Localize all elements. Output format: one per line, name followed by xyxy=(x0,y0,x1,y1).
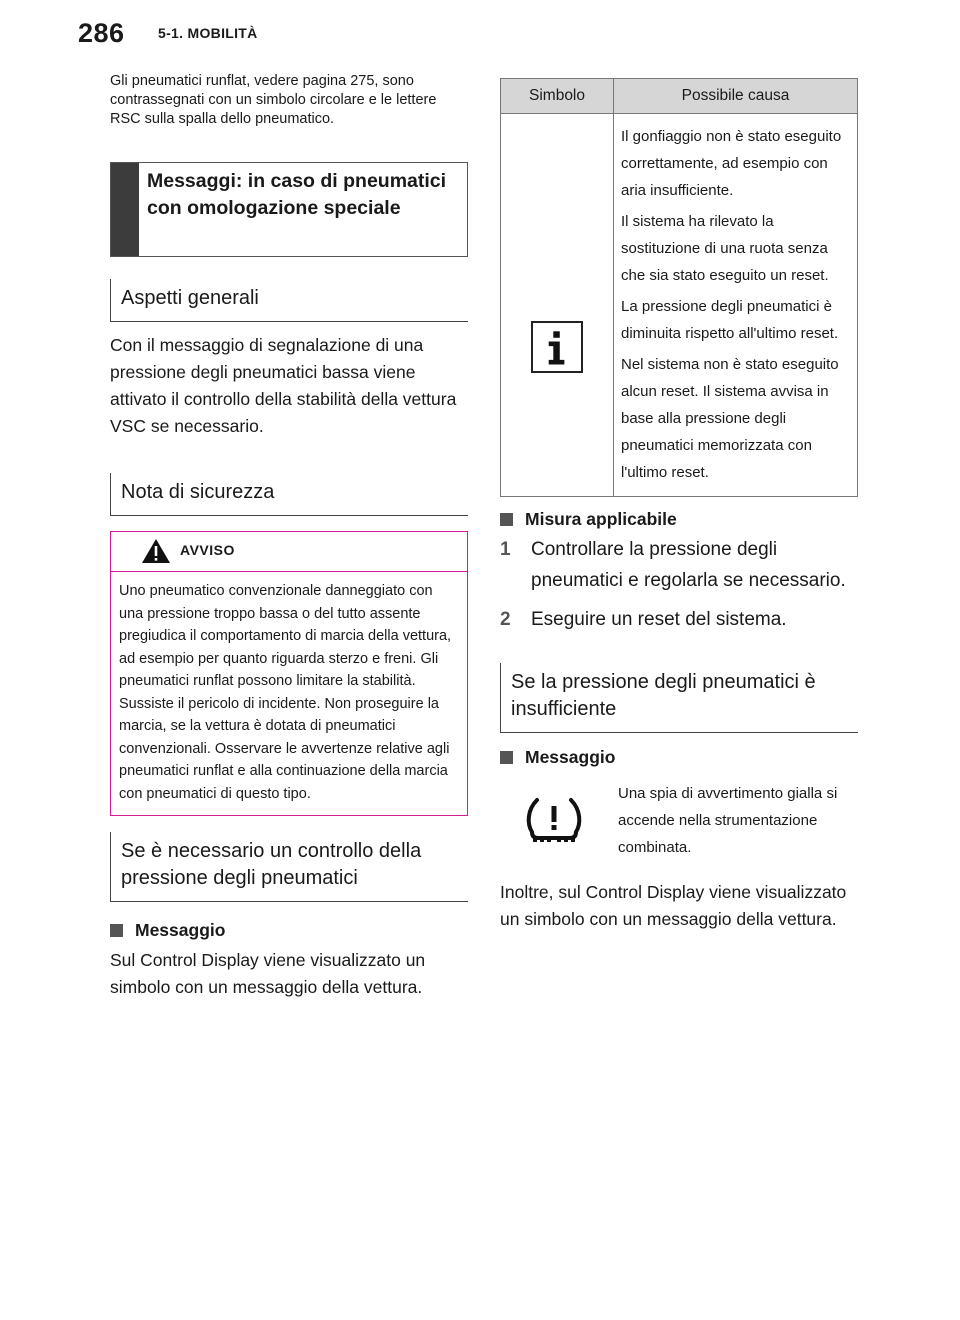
measure-heading xyxy=(500,509,858,530)
warning-header xyxy=(111,532,467,572)
measure-heading-label: Misura applicabile xyxy=(525,509,677,529)
bullet-square-icon xyxy=(500,513,513,526)
step-text: Eseguire un reset del sistema. xyxy=(531,609,787,630)
cause-item: La pressione degli pneumatici è diminuita rispetto all'ultimo reset. xyxy=(621,298,839,342)
chapter-bar xyxy=(111,163,139,256)
message-heading xyxy=(110,920,468,941)
tire-pressure-warning-icon xyxy=(524,794,584,844)
step-text: Controllare la pressione degli pneumatici e regolarla se necessario. xyxy=(531,539,846,591)
cause-item: Il gonfiaggio non è stato eseguito correttamente, ad esempio con aria insufficiente. xyxy=(621,128,842,199)
closing-text: Inoltre, sul Control Display viene visualizzato un simbolo con un messaggio della vettura. xyxy=(500,882,847,929)
table-row xyxy=(501,114,858,497)
bullet-square-icon xyxy=(500,751,513,764)
cause-cell xyxy=(614,114,858,497)
col-cause-header: Possibile causa xyxy=(614,79,858,114)
left-column xyxy=(110,72,468,1001)
step-number: 2 xyxy=(500,609,511,630)
symbol-cell xyxy=(501,114,614,497)
check-heading: Se è necessario un controllo della pressione degli pneumatici xyxy=(110,832,468,902)
page-header xyxy=(0,18,960,58)
message-heading-label: Messaggio xyxy=(525,747,616,767)
warning-triangle-icon xyxy=(141,538,171,564)
message-heading-label: Messaggio xyxy=(135,920,226,940)
warning-label: AVVISO xyxy=(180,542,235,558)
step-item xyxy=(500,604,858,635)
chapter-title: Messaggi: in caso di pneumatici con omologazione speciale xyxy=(147,170,447,219)
chapter-heading-box xyxy=(110,162,468,257)
right-column xyxy=(500,78,858,933)
general-text: Con il messaggio di segnalazione di una pressione degli pneumatici bassa viene attivato il controllo della stabilità della vettura VSC se necessario. xyxy=(110,335,457,436)
step-item xyxy=(500,534,858,596)
bullet-square-icon xyxy=(110,924,123,937)
symbol-table xyxy=(500,78,858,497)
warning-text: Uno pneumatico convenzionale danneggiato con una pressione troppo bassa o del tutto assente pregiudica il comportamento di marcia della vettura, ad esempio per quanto riguarda sterzo e freni. Gli pneumatici runflat possono limitare la stabilità. Sussiste il pericolo di incidente. Non proseguire la marcia, se la vettura è dotata di pneumatici convenzionali. Osservare le avvertenze relative agli pneumatici runflat e alla continuazione della marcia con pneumatici di questo tipo. xyxy=(119,583,452,802)
section-title: 5-1. MOBILITÀ xyxy=(158,25,258,41)
cause-list xyxy=(614,114,857,496)
low-pressure-heading: Se la pressione degli pneumatici è insufficiente xyxy=(500,663,858,733)
table-header-row xyxy=(501,79,858,114)
tpms-text: Una spia di avvertimento gialla si accende nella strumentazione combinata. xyxy=(618,785,838,856)
intro-paragraph: Gli pneumatici runflat, vedere pagina 275, sono contrassegnati con un simbolo circolare e le lettere RSC sulla spalla dello pneumatico. xyxy=(110,73,437,127)
tpms-icon-cell xyxy=(500,780,618,861)
cause-item: Nel sistema non è stato eseguito alcun reset. Il sistema avvisa in base alla pressione degli pneumatici memorizzata con l'ultimo reset. xyxy=(621,356,839,481)
message-text: Sul Control Display viene visualizzato un simbolo con un messaggio della vettura. xyxy=(110,950,426,997)
safety-heading: Nota di sicurezza xyxy=(110,473,468,516)
col-symbol-header: Simbolo xyxy=(501,79,614,114)
info-icon xyxy=(531,321,583,373)
cause-item: Il sistema ha rilevato la sostituzione di una ruota senza che sia stato eseguito un reset. xyxy=(621,213,829,284)
general-heading: Aspetti generali xyxy=(110,279,468,322)
warning-box xyxy=(110,531,468,816)
tpms-row xyxy=(500,780,858,861)
step-number: 1 xyxy=(500,539,511,560)
page-number: 286 xyxy=(78,18,125,48)
message-heading-right xyxy=(500,747,858,768)
